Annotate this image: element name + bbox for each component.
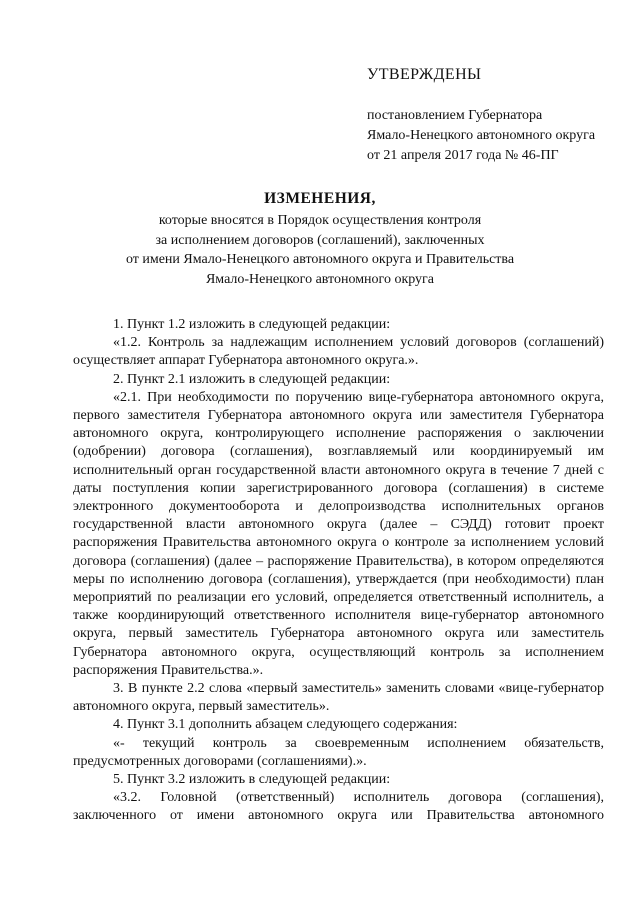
paragraph-item-4: 4. Пункт 3.1 дополнить абзацем следующего содержания: bbox=[113, 717, 458, 733]
paragraph-item-1: 1. Пункт 1.2 изложить в следующей редакции: bbox=[113, 317, 391, 332]
approval-block bbox=[367, 66, 595, 166]
approval-title: УТВЕРЖДЕНЫ bbox=[367, 66, 482, 83]
paragraph-item-1-text: «1.2. Контроль за надлежащим исполнением условий договоров (соглашений) осуществляет аппарат Губернатора автономного округа.». bbox=[73, 335, 604, 369]
paragraph-item-3: 3. В пункте 2.2 слова «первый заместитель» заменить словами «вице-губернатор автономного округа, первый заместитель». bbox=[73, 681, 604, 715]
paragraph-item-5-text: «3.2. Головной (ответственный) исполнитель договора (соглашения), заключенного от имени автономного округа или Правительства автономного bbox=[73, 790, 604, 824]
document-body bbox=[73, 316, 604, 826]
paragraph-item-4-text: «- текущий контроль за своевременным исполнением обязательств, предусмотренных договорами (соглашениями).». bbox=[73, 735, 604, 769]
document-heading bbox=[0, 190, 640, 289]
heading-subtitle-line: Ямало-Ненецкого автономного округа bbox=[205, 271, 435, 287]
approval-line: постановлением Губернатора bbox=[367, 108, 543, 123]
paragraph-item-5: 5. Пункт 3.2 изложить в следующей редакции: bbox=[113, 772, 391, 788]
heading-subtitle-line: от имени Ямало-Ненецкого автономного округа и Правительства bbox=[125, 252, 515, 267]
paragraph-item-2-text: «2.1. При необходимости по поручению вице-губернатора автономного округа, первого заместителя Губернатора автономного округа или заместителя Губернатора автономного округа, контролирующего исполнение распоряжения о заключении (одобрении) договора (соглашения), возглавляемый или координируемый им исполнительный орган государственной власти автономного округа в течение 7 дней с даты поступления копии зарегистрированного договора (соглашения) в системе электронного документооборота и делопроизводства исполнительных органов государственной власти автономного округа (далее – СЭДД) готовит проект распоряжения Правительства автономного округа о контроле за исполнением условий договора (соглашения) (далее – распоряжение Правительства), в котором определяются меры по исполнению договора (соглашения), утверждается (при необходимости) план мероприятий по реализации его условий, определяется ответственный исполнитель, а также координирующий ответственного исполнителя вице-губернатор автономного округа, первый заместитель Губернатора автономного округа или заместитель Губернатора автономного округа, осуществляющий контроль за исполнением распоряжения Правительства.». bbox=[73, 389, 604, 678]
approval-line: от 21 апреля 2017 года № 46-ПГ bbox=[367, 148, 559, 163]
approval-line: Ямало-Ненецкого автономного округа bbox=[367, 128, 596, 143]
paragraph-item-2: 2. Пункт 2.1 изложить в следующей редакции: bbox=[113, 371, 391, 387]
heading-title: ИЗМЕНЕНИЯ, bbox=[264, 190, 376, 207]
heading-subtitle-line: которые вносятся в Порядок осуществления контроля bbox=[158, 213, 482, 228]
heading-subtitle-line: за исполнением договоров (соглашений), заключенных bbox=[155, 232, 485, 248]
